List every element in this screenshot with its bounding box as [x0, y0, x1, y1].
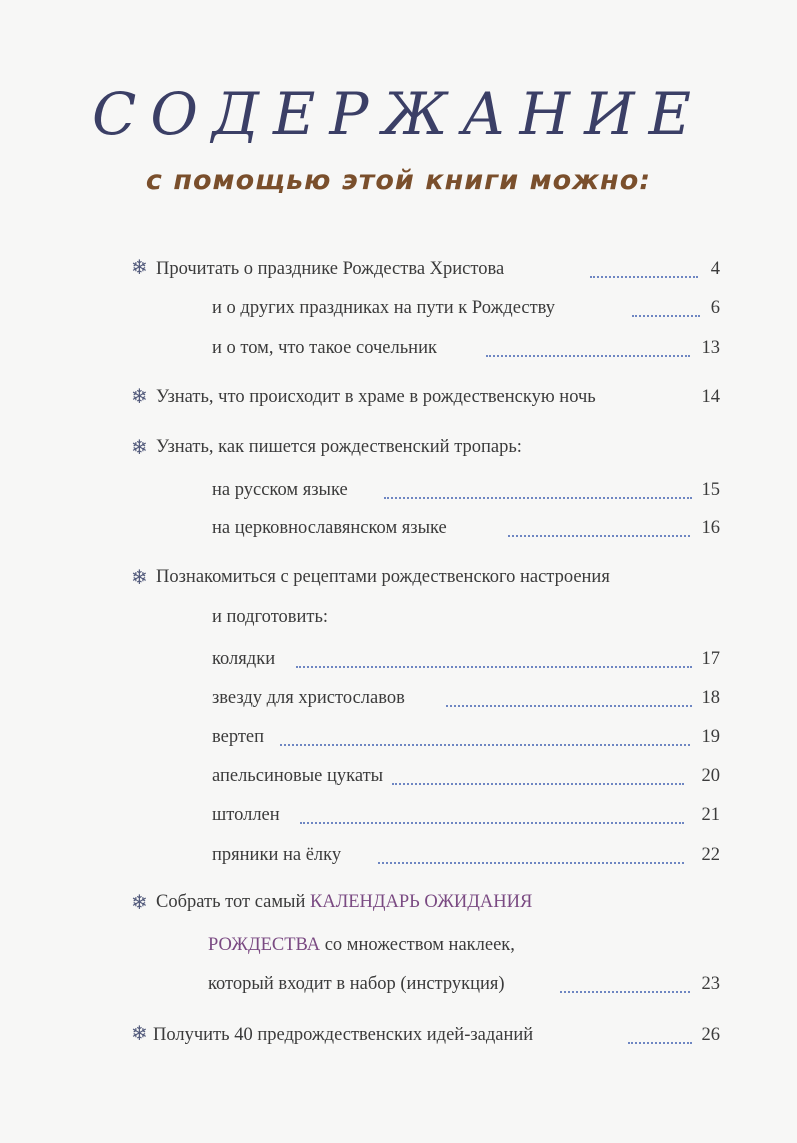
toc-entry-text: Получить 40 предрождественских идей-заданий [153, 1025, 534, 1045]
dot-leader [560, 991, 690, 993]
toc-entry[interactable] [0, 295, 720, 321]
toc-entry-text: Прочитать о празднике Рождества Христова [156, 259, 505, 279]
toc-page-number: 15 [701, 480, 720, 500]
toc-entry-text: Узнать, как пишется рождественский тропарь: [156, 437, 522, 457]
toc-page-number: 21 [701, 805, 720, 825]
snowflake-icon: ❄ [131, 437, 148, 459]
toc-entry-text: и о том, что такое сочельник [212, 338, 437, 358]
snowflake-icon: ❄ [131, 567, 148, 589]
toc-page-number: 26 [701, 1025, 720, 1045]
toc-entry[interactable] [0, 685, 720, 711]
toc-page-number: 4 [710, 259, 720, 279]
toc-entry-text: Познакомиться с рецептами рождественского настроения [156, 567, 610, 587]
toc-entry[interactable] [0, 763, 720, 789]
toc-entry-text: Узнать, что происходит в храме в рождественскую ночь [156, 387, 596, 407]
toc-entry-text: вертеп [212, 727, 265, 747]
snowflake-icon: ❄ [131, 892, 148, 914]
dot-leader [446, 705, 692, 707]
toc-entry-text: звезду для христославов [212, 688, 405, 708]
toc-entry-text [208, 934, 515, 956]
toc-entry-text: штоллен [212, 805, 280, 825]
toc-page-number: 19 [701, 727, 720, 747]
toc-entry[interactable] [0, 515, 720, 541]
toc-entry-text-part: со множеством наклеек, [320, 935, 515, 955]
toc-entry-text: апельсиновые цукаты [212, 766, 384, 786]
toc-entry-text: на церковнославянском языке [212, 518, 447, 538]
toc-page-number: 16 [701, 518, 720, 538]
snowflake-icon: ❄ [131, 257, 148, 279]
toc-entry[interactable] [0, 802, 720, 828]
toc-entry-text: пряники на ёлку [212, 845, 342, 865]
highlighted-text: КАЛЕНДАРЬ ОЖИДАНИЯ [310, 892, 533, 912]
dot-leader [378, 862, 684, 864]
toc-entry[interactable] [0, 1022, 720, 1048]
page-title: СОДЕРЖАНИЕ [91, 80, 706, 148]
toc-entry-text [156, 891, 532, 913]
toc-entry[interactable] [0, 477, 720, 503]
toc-page-number: 6 [710, 298, 720, 318]
toc-entry[interactable] [0, 971, 720, 997]
toc-entry[interactable] [0, 842, 720, 868]
dot-leader [486, 355, 690, 357]
dot-leader [280, 744, 690, 746]
toc-entry[interactable] [0, 384, 720, 410]
toc-entry-text: на русском языке [212, 480, 348, 500]
toc-entry-text-part: Собрать тот самый [156, 892, 310, 912]
page-subtitle: с помощью этой книги можно: [145, 165, 652, 196]
snowflake-icon: ❄ [131, 1023, 148, 1045]
toc-entry-text: и о других праздниках на пути к Рождеству [212, 298, 556, 318]
toc-entry-text: колядки [212, 649, 276, 669]
toc-entry[interactable] [0, 335, 720, 361]
dot-leader [300, 822, 684, 824]
toc-page-number: 22 [701, 845, 720, 865]
dot-leader [296, 666, 692, 668]
dot-leader [384, 497, 692, 499]
dot-leader [392, 783, 684, 785]
toc-entry-text: и подготовить: [212, 607, 329, 627]
toc-page-number: 20 [701, 766, 720, 786]
toc-page-number: 23 [701, 974, 720, 994]
toc-page-number: 13 [701, 338, 720, 358]
snowflake-icon: ❄ [131, 386, 148, 408]
toc-page-number: 14 [701, 387, 720, 407]
toc-entry-text: который входит в набор (инструкция) [208, 974, 505, 994]
toc-entry[interactable] [0, 646, 720, 672]
toc-page-number: 18 [701, 688, 720, 708]
toc-entry[interactable] [0, 724, 720, 750]
highlighted-text: РОЖДЕСТВА [208, 935, 321, 955]
toc-entry[interactable] [0, 256, 720, 282]
dot-leader [508, 535, 690, 537]
toc-page-number: 17 [701, 649, 720, 669]
